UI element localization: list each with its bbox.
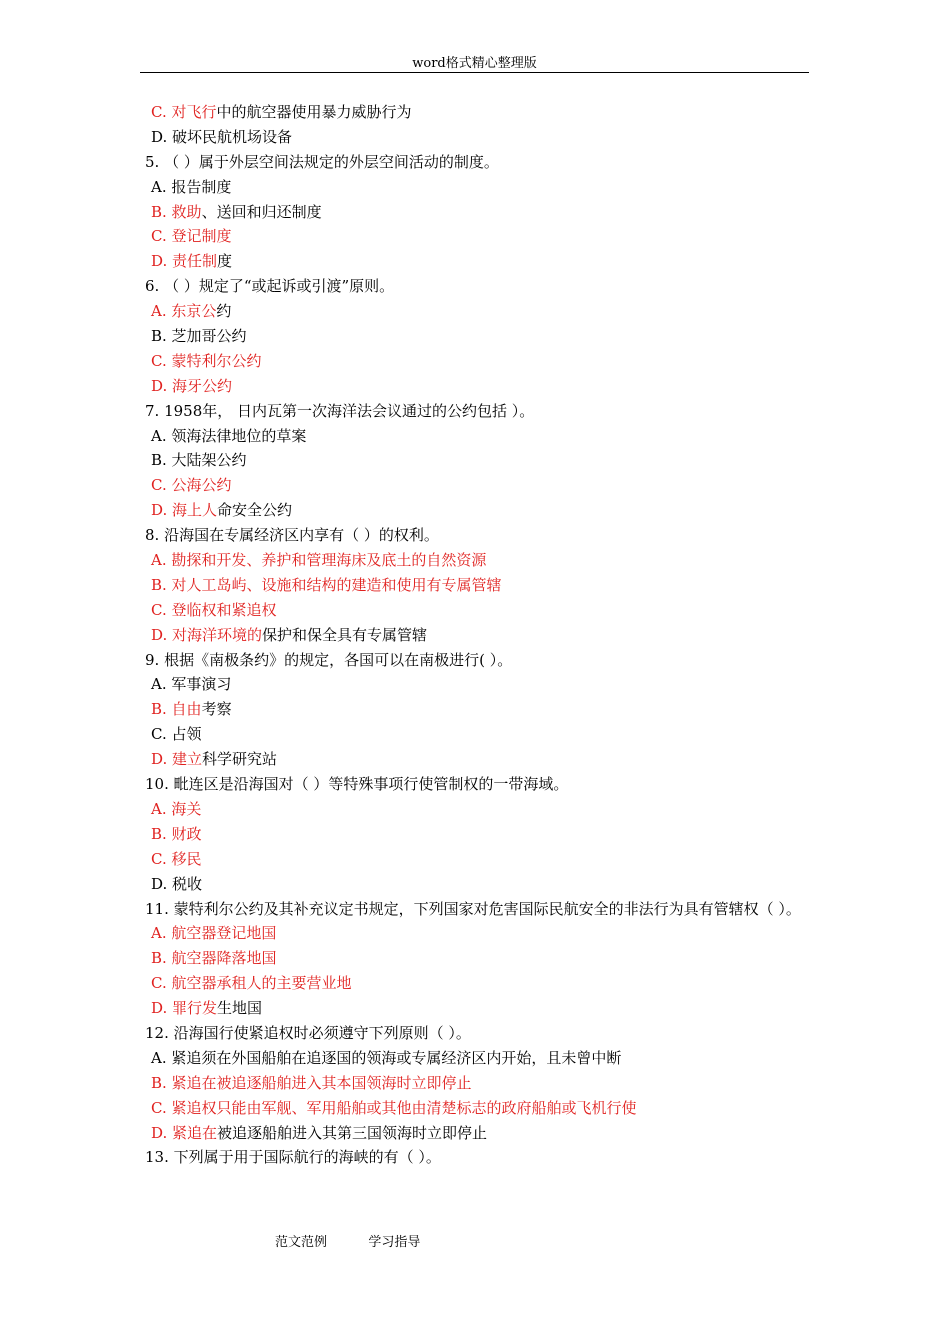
answer-option	[145, 872, 811, 897]
plain-text: 8. 沿海国在专属经济区内享有（ ）的权利。	[145, 526, 439, 545]
answer-option	[145, 847, 811, 872]
answer-option	[145, 747, 811, 772]
highlighted-text: D. 责任制	[151, 252, 218, 271]
plain-text: A. 紧追须在外国船舶在追逐国的领海或专属经济区内开始，且未曾中断	[151, 1048, 622, 1067]
highlighted-text: C. 蒙特利尔公约	[151, 351, 262, 370]
answer-option	[145, 175, 811, 200]
answer-option	[145, 996, 811, 1021]
plain-text: 中的航空器使用暴力威胁行为	[216, 103, 412, 121]
highlighted-text: B. 救助	[151, 202, 202, 221]
answer-option	[145, 822, 811, 847]
question-stem	[145, 897, 811, 922]
page-footer: 范文范例 学习指导	[275, 1235, 421, 1250]
plain-text: A. 军事演习	[151, 675, 232, 694]
question-stem	[145, 1145, 811, 1170]
answer-option	[145, 971, 811, 996]
question-stem	[145, 772, 811, 797]
question-stem	[145, 1021, 811, 1046]
answer-option	[145, 1071, 811, 1096]
header-divider	[140, 72, 809, 73]
answer-option	[145, 797, 811, 822]
highlighted-text: B. 自由	[151, 700, 202, 719]
answer-option	[145, 473, 811, 498]
highlighted-text: D. 紧追在	[151, 1123, 218, 1142]
answer-option	[145, 374, 811, 399]
answer-option	[145, 100, 811, 125]
highlighted-text: B. 紧追在被追逐船舶进入其本国领海时立即停止	[151, 1073, 472, 1092]
plain-text: B. 大陆架公约	[151, 451, 247, 470]
answer-option	[145, 1046, 811, 1071]
plain-text: 命安全公约	[217, 501, 293, 520]
question-stem	[145, 648, 811, 673]
highlighted-text: C. 移民	[151, 849, 202, 868]
plain-text: D. 税收	[151, 874, 203, 893]
highlighted-text: A. 勘探和开发、养护和管理海床及底土的自然资源	[151, 551, 487, 570]
plain-text: A. 报告制度	[151, 177, 232, 196]
answer-option	[145, 324, 811, 349]
plain-text: 11. 蒙特利尔公约及其补充议定书规定，下列国家对危害国际民航安全的非法行为具有管辖权（ ）。	[145, 899, 801, 918]
highlighted-text: B. 财政	[151, 824, 202, 843]
plain-text: 9. 根据《南极条约》的规定，各国可以在南极进行( ）。	[145, 650, 513, 669]
highlighted-text: D. 海牙公约	[151, 376, 233, 395]
plain-text: 约	[216, 302, 232, 321]
highlighted-text: B. 对人工岛屿、设施和结构的建造和使用有专属管辖	[151, 575, 502, 594]
answer-option	[145, 200, 811, 225]
page-header: word格式精心整理版	[412, 56, 537, 71]
highlighted-text: C. 公海公约	[151, 476, 232, 495]
highlighted-text: C. 登记制度	[151, 227, 232, 246]
highlighted-text: C. 登临权和紧追权	[151, 600, 277, 619]
answer-option	[145, 299, 811, 324]
plain-text: 5. （ ）属于外层空间法规定的外层空间活动的制度。	[145, 152, 499, 171]
plain-text: 度	[217, 252, 233, 271]
answer-option	[145, 623, 811, 648]
highlighted-text: C. 对飞行	[151, 103, 217, 121]
answer-option	[145, 349, 811, 374]
plain-text: 、送回和归还制度	[201, 202, 322, 221]
highlighted-text: A. 航空器登记地国	[151, 924, 277, 943]
answer-option	[145, 1121, 811, 1146]
plain-text: 被追逐船舶进入其第三国领海时立即停止	[217, 1123, 488, 1142]
plain-text: 10. 毗连区是沿海国对（ ）等特殊事项行使管制权的一带海域。	[145, 775, 569, 794]
plain-text: D. 破坏民航机场设备	[151, 127, 293, 146]
answer-option	[145, 573, 811, 598]
answer-option	[145, 921, 811, 946]
answer-option	[145, 1096, 811, 1121]
plain-text: 科学研究站	[202, 750, 278, 769]
highlighted-text: A. 东京公	[151, 302, 217, 321]
question-list	[145, 100, 811, 1170]
plain-text: A. 领海法律地位的草案	[151, 426, 307, 445]
highlighted-text: D. 海上人	[151, 501, 218, 520]
question-stem	[145, 274, 811, 299]
plain-text: 考察	[201, 700, 232, 719]
answer-option	[145, 224, 811, 249]
plain-text: B. 芝加哥公约	[151, 327, 247, 346]
answer-option	[145, 249, 811, 274]
answer-option	[145, 548, 811, 573]
question-stem	[145, 523, 811, 548]
plain-text: 7. 1958年， 日内瓦第一次海洋法会议通过的公约包括 ）。	[145, 401, 535, 420]
answer-option	[145, 672, 811, 697]
plain-text: 13. 下列属于用于国际航行的海峡的有（ ）。	[145, 1148, 441, 1167]
answer-option	[145, 598, 811, 623]
answer-option	[145, 722, 811, 747]
question-stem	[145, 399, 811, 424]
plain-text: 保护和保全具有专属管辖	[262, 625, 428, 644]
answer-option	[145, 946, 811, 971]
plain-text: 生地国	[217, 999, 263, 1018]
plain-text: 6. （ ）规定了“或起诉或引渡”原则。	[145, 277, 395, 296]
highlighted-text: D. 对海洋环境的	[151, 625, 263, 644]
highlighted-text: C. 航空器承租人的主要营业地	[151, 974, 352, 993]
answer-option	[145, 498, 811, 523]
highlighted-text: D. 建立	[151, 750, 203, 769]
highlighted-text: B. 航空器降落地国	[151, 949, 277, 968]
answer-option	[145, 697, 811, 722]
answer-option	[145, 125, 811, 150]
highlighted-text: D. 罪行发	[151, 999, 218, 1018]
answer-option	[145, 424, 811, 449]
highlighted-text: C. 紧追权只能由军舰、军用船舶或其他由清楚标志的政府船舶或飞机行使	[151, 1098, 637, 1117]
plain-text: C. 占领	[151, 725, 202, 744]
answer-option	[145, 448, 811, 473]
question-stem	[145, 150, 811, 175]
plain-text: 12. 沿海国行使紧追权时必须遵守下列原则（ ）。	[145, 1023, 471, 1042]
highlighted-text: A. 海关	[151, 799, 202, 818]
